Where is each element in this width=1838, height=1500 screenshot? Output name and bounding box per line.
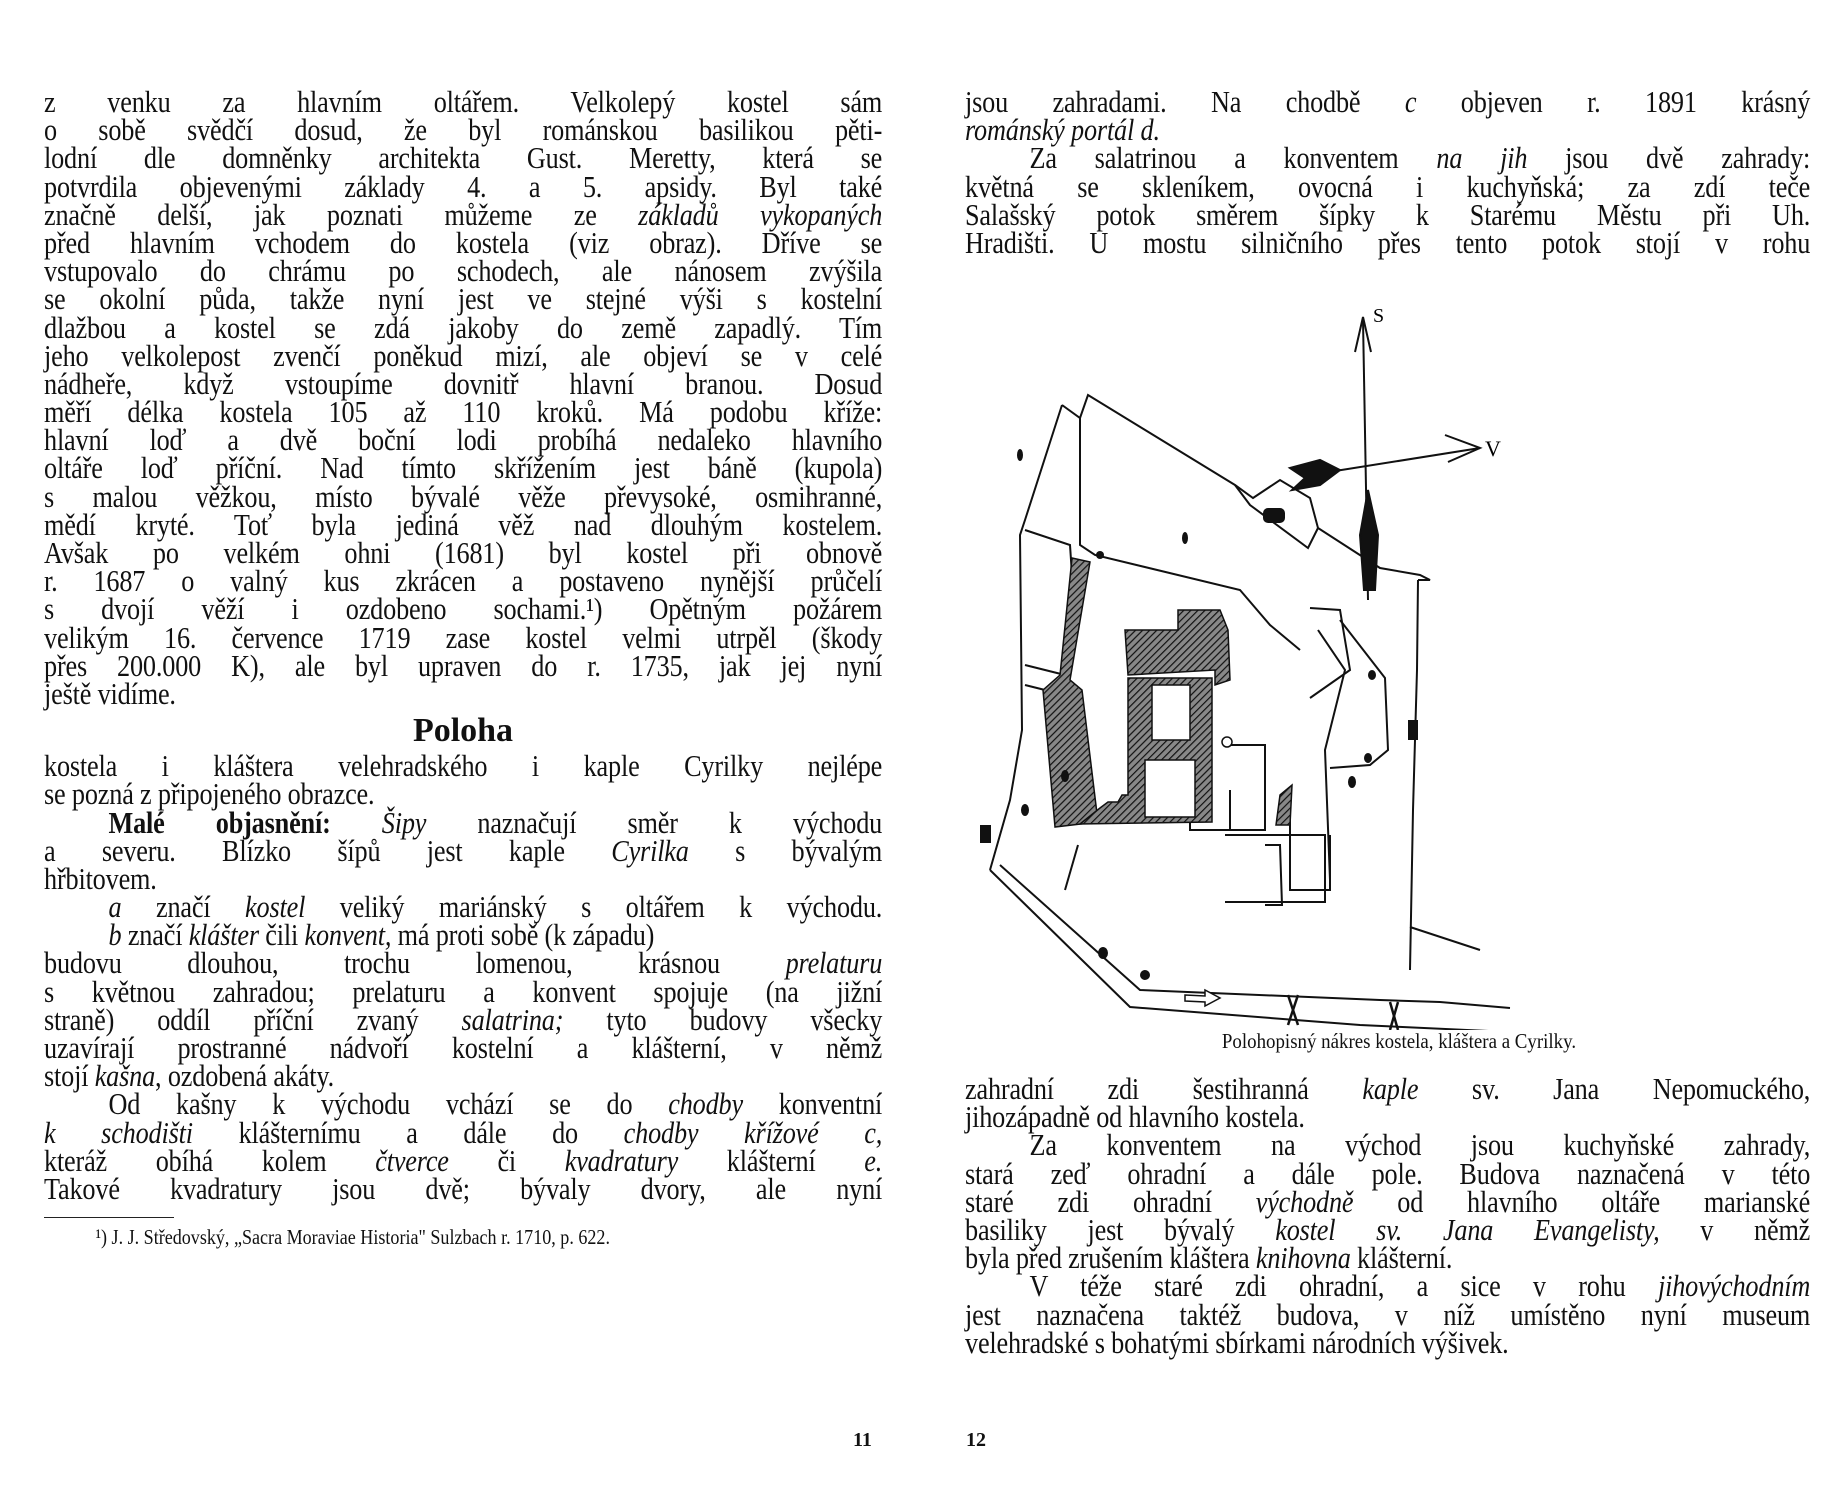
footnote-divider	[44, 1217, 174, 1218]
text-line: Od kašny k východu vchází se do chodby konventní	[108, 1087, 883, 1122]
text-line: mědí kryté. Toť byla jediná věž nad dlouhým kostelem.	[44, 507, 883, 542]
text-line: Avšak po velkém ohni (1681) byl kostel při obnově	[44, 536, 883, 570]
text-line: kteráž obíhá kolem čtverce či kvadratury klášterní e.	[44, 1143, 883, 1178]
text-line: byla před zrušením kláštera knihovna klášterní.	[965, 1241, 1453, 1276]
compass-east-label: V	[1485, 436, 1501, 461]
north-arrow-fletching	[1360, 490, 1378, 590]
text-line: o sobě svědčí dosud, že byl románskou basilikou pěti-	[44, 113, 883, 148]
text-line: Malé objasnění: Šipy naznačují směr k východu	[108, 805, 883, 840]
text-line: přes 200.000 K), ale byl upraven do r. 1735, jak jej nyní	[44, 648, 883, 683]
east-wall	[1410, 580, 1418, 970]
right-paragraph-4	[965, 1128, 1811, 1276]
text-line: a severu. Blízko šípů jest kaple Cyrilka s bývalým	[44, 833, 883, 868]
page-number-left: 11	[853, 1429, 872, 1451]
northwest-wall	[990, 405, 1062, 870]
text-line: velikým 16. července 1719 zase kostel velmi utrpěl (škody	[44, 620, 883, 655]
text-line: jsou zahradami. Na chodbě c objeven r. 1891 krásný	[965, 85, 1811, 119]
prelature-building	[1043, 558, 1098, 827]
road-inner	[1000, 865, 1510, 1008]
text-line: oltáře loď příční. Nad tímto skřížením jest báně (kupola)	[44, 451, 883, 486]
compass-north-label: S	[1373, 305, 1385, 327]
text-line: Za konventem na východ jsou kuchyňské zahrady,	[1029, 1128, 1811, 1163]
section-heading-poloha: Poloha	[412, 712, 514, 750]
text-line: velehradské s bohatými sbírkami národních výšivek.	[965, 1325, 1509, 1360]
text-line: dlažbou a kostel se zdá jakoby do země zapadlý. Tím	[44, 310, 883, 345]
text-line: před hlavním vchodem do kostela (viz obraz). Dříve se	[44, 225, 883, 260]
text-line: se pozná z připojeného obrazce.	[44, 777, 375, 812]
map-legend	[44, 890, 883, 953]
left-paragraph-4	[44, 946, 883, 1094]
text-line: z venku za hlavním oltářem. Velkolepý kostel sám	[44, 85, 883, 119]
text-line: lodní dle domněnky architekta Gust. Meretty, která se	[44, 141, 883, 176]
left-paragraph-2	[44, 749, 883, 812]
footnote: ¹) J. J. Středovský, „Sacra Moraviae Historia" Sulzbach r. 1710, p. 622.	[95, 1225, 610, 1250]
text-line: stará zeď ohradní a dále pole. Budova naznačená v této	[965, 1156, 1811, 1191]
text-line: hlavní loď a dvě boční lodi probíhá nedaleko hlavního	[44, 423, 883, 458]
text-line: budovu dlouhou, trochu lomenou, krásnou prelaturu	[44, 946, 883, 981]
left-paragraph-5	[44, 1087, 883, 1206]
east-wing	[1276, 785, 1292, 825]
text-line: s květnou zahradou; prelaturu a konvent spojuje (na jižní	[44, 974, 883, 1009]
plot-divider-1	[1025, 665, 1065, 675]
text-line: uzavírají prostranné nádvoří kostelní a klášterní, v němž	[44, 1031, 883, 1065]
text-line: staré zdi ohradní východně od hlavního oltáře marianské	[965, 1184, 1811, 1219]
text-line: zahradní zdi šestihranná kaple sv. Jana Nepomuckého,	[965, 1072, 1811, 1106]
text-line: jest naznačena taktéž budova, v níž umístěno nyní museum	[965, 1297, 1811, 1332]
quadrature-e-lower	[1145, 760, 1195, 817]
text-line: s dvojí věží i ozdobeno sochami.¹) Opětným požárem	[44, 592, 883, 627]
text-line: Za salatrinou a konventem na jih jsou dvě zahrady:	[1029, 141, 1811, 176]
quadrature-e-upper	[1152, 685, 1190, 740]
east-arrow-fletching	[1290, 460, 1340, 490]
text-line: se okolní půda, takže nyní jest ve stejné výši s kostelní	[44, 282, 883, 317]
text-line: jihozápadně od hlavního kostela.	[965, 1100, 1305, 1135]
text-line: stojí kašna, ozdobená akáty.	[44, 1059, 334, 1094]
left-paragraph-3	[44, 805, 883, 896]
map-caption: Polohopisný nákres kostela, kláštera a Cyrilky.	[1221, 1029, 1577, 1053]
buildings	[1043, 558, 1292, 827]
compass	[1290, 317, 1480, 600]
south-wall-line	[1065, 845, 1078, 890]
text-line: románský portál d.	[965, 113, 1160, 148]
text-line: měří délka kostela 105 až 110 kroků. Má podobu kříže:	[44, 395, 883, 430]
left-paragraph-1	[44, 85, 883, 711]
right-paragraph-2	[965, 141, 1811, 260]
text-line: Takové kvadratury jsou dvě; bývaly dvory, ale nyní	[44, 1171, 883, 1206]
text-line: V téže staré zdi ohradní, a sice v rohu jihovýchodním	[1029, 1269, 1811, 1304]
text-line: jeho velkolepost zvenčí poněkud mizí, ale objeví se v celé	[44, 338, 883, 373]
garden-plot-3	[1265, 845, 1282, 905]
cyrilka-chapel	[1263, 508, 1285, 523]
right-paragraph-3	[965, 1072, 1811, 1135]
orchard-plot	[1310, 608, 1350, 698]
road-outer	[990, 870, 1510, 1030]
text-line: hřbitovem.	[44, 861, 157, 896]
text-line: basiliky jest bývalý kostel sv. Jana Evangelisty, v němž	[965, 1212, 1811, 1247]
text-line: vstupovalo do chrámu po schodech, ale nánosem zvýšila	[44, 254, 883, 289]
text-line: nádheře, když vstoupíme dovnitř hlavní branou. Dosud	[44, 366, 883, 401]
text-line: ještě vidíme.	[44, 676, 176, 711]
east-field-line	[1410, 927, 1480, 950]
text-line: Salašský potok směrem šípky k Starému Městu při Uh.	[965, 197, 1811, 232]
text-line: potvrdila objevenými základy 4. a 5. apsidy. Byl také	[44, 169, 883, 204]
right-paragraph-5	[965, 1269, 1811, 1360]
left-page	[44, 85, 883, 1250]
text-line: a značí kostel veliký mariánský s oltářem k východu.	[108, 890, 883, 925]
orchard-plot-2	[1318, 630, 1345, 880]
text-line: b značí klášter čili konvent, má proti sobě (k západu)	[108, 918, 655, 953]
text-line: Hradišti. U mostu silničního přes tento potok stojí v rohu	[965, 225, 1811, 260]
site-plan-map	[980, 290, 1800, 1030]
right-page-bottom	[965, 1072, 1811, 1360]
text-line: straně) oddíl příční zvaný salatrina; tyto budovy všecky	[44, 1002, 883, 1037]
text-line: květná se skleníkem, ovocná i kuchyňská; za zdí teče	[965, 169, 1811, 204]
text-line: r. 1687 o valný kus zkrácen a postaveno nynější průčelí	[44, 564, 883, 599]
page-number-right: 12	[966, 1429, 986, 1451]
text-line: s malou věžkou, místo bývalé věže převysoké, osmihranné,	[44, 479, 883, 514]
fountain-kasna	[1222, 737, 1232, 747]
text-line: kostela i kláštera velehradského i kaple Cyrilky nejlépe	[44, 749, 883, 784]
basilica-kostel	[1125, 610, 1230, 685]
right-page	[965, 85, 1811, 260]
text-line: k schodišti klášternímu a dále do chodby křížové c,	[44, 1115, 883, 1150]
right-paragraph-1	[965, 85, 1811, 148]
text-line: značně delší, jak poznati můžeme ze základů vykopaných	[44, 197, 883, 232]
